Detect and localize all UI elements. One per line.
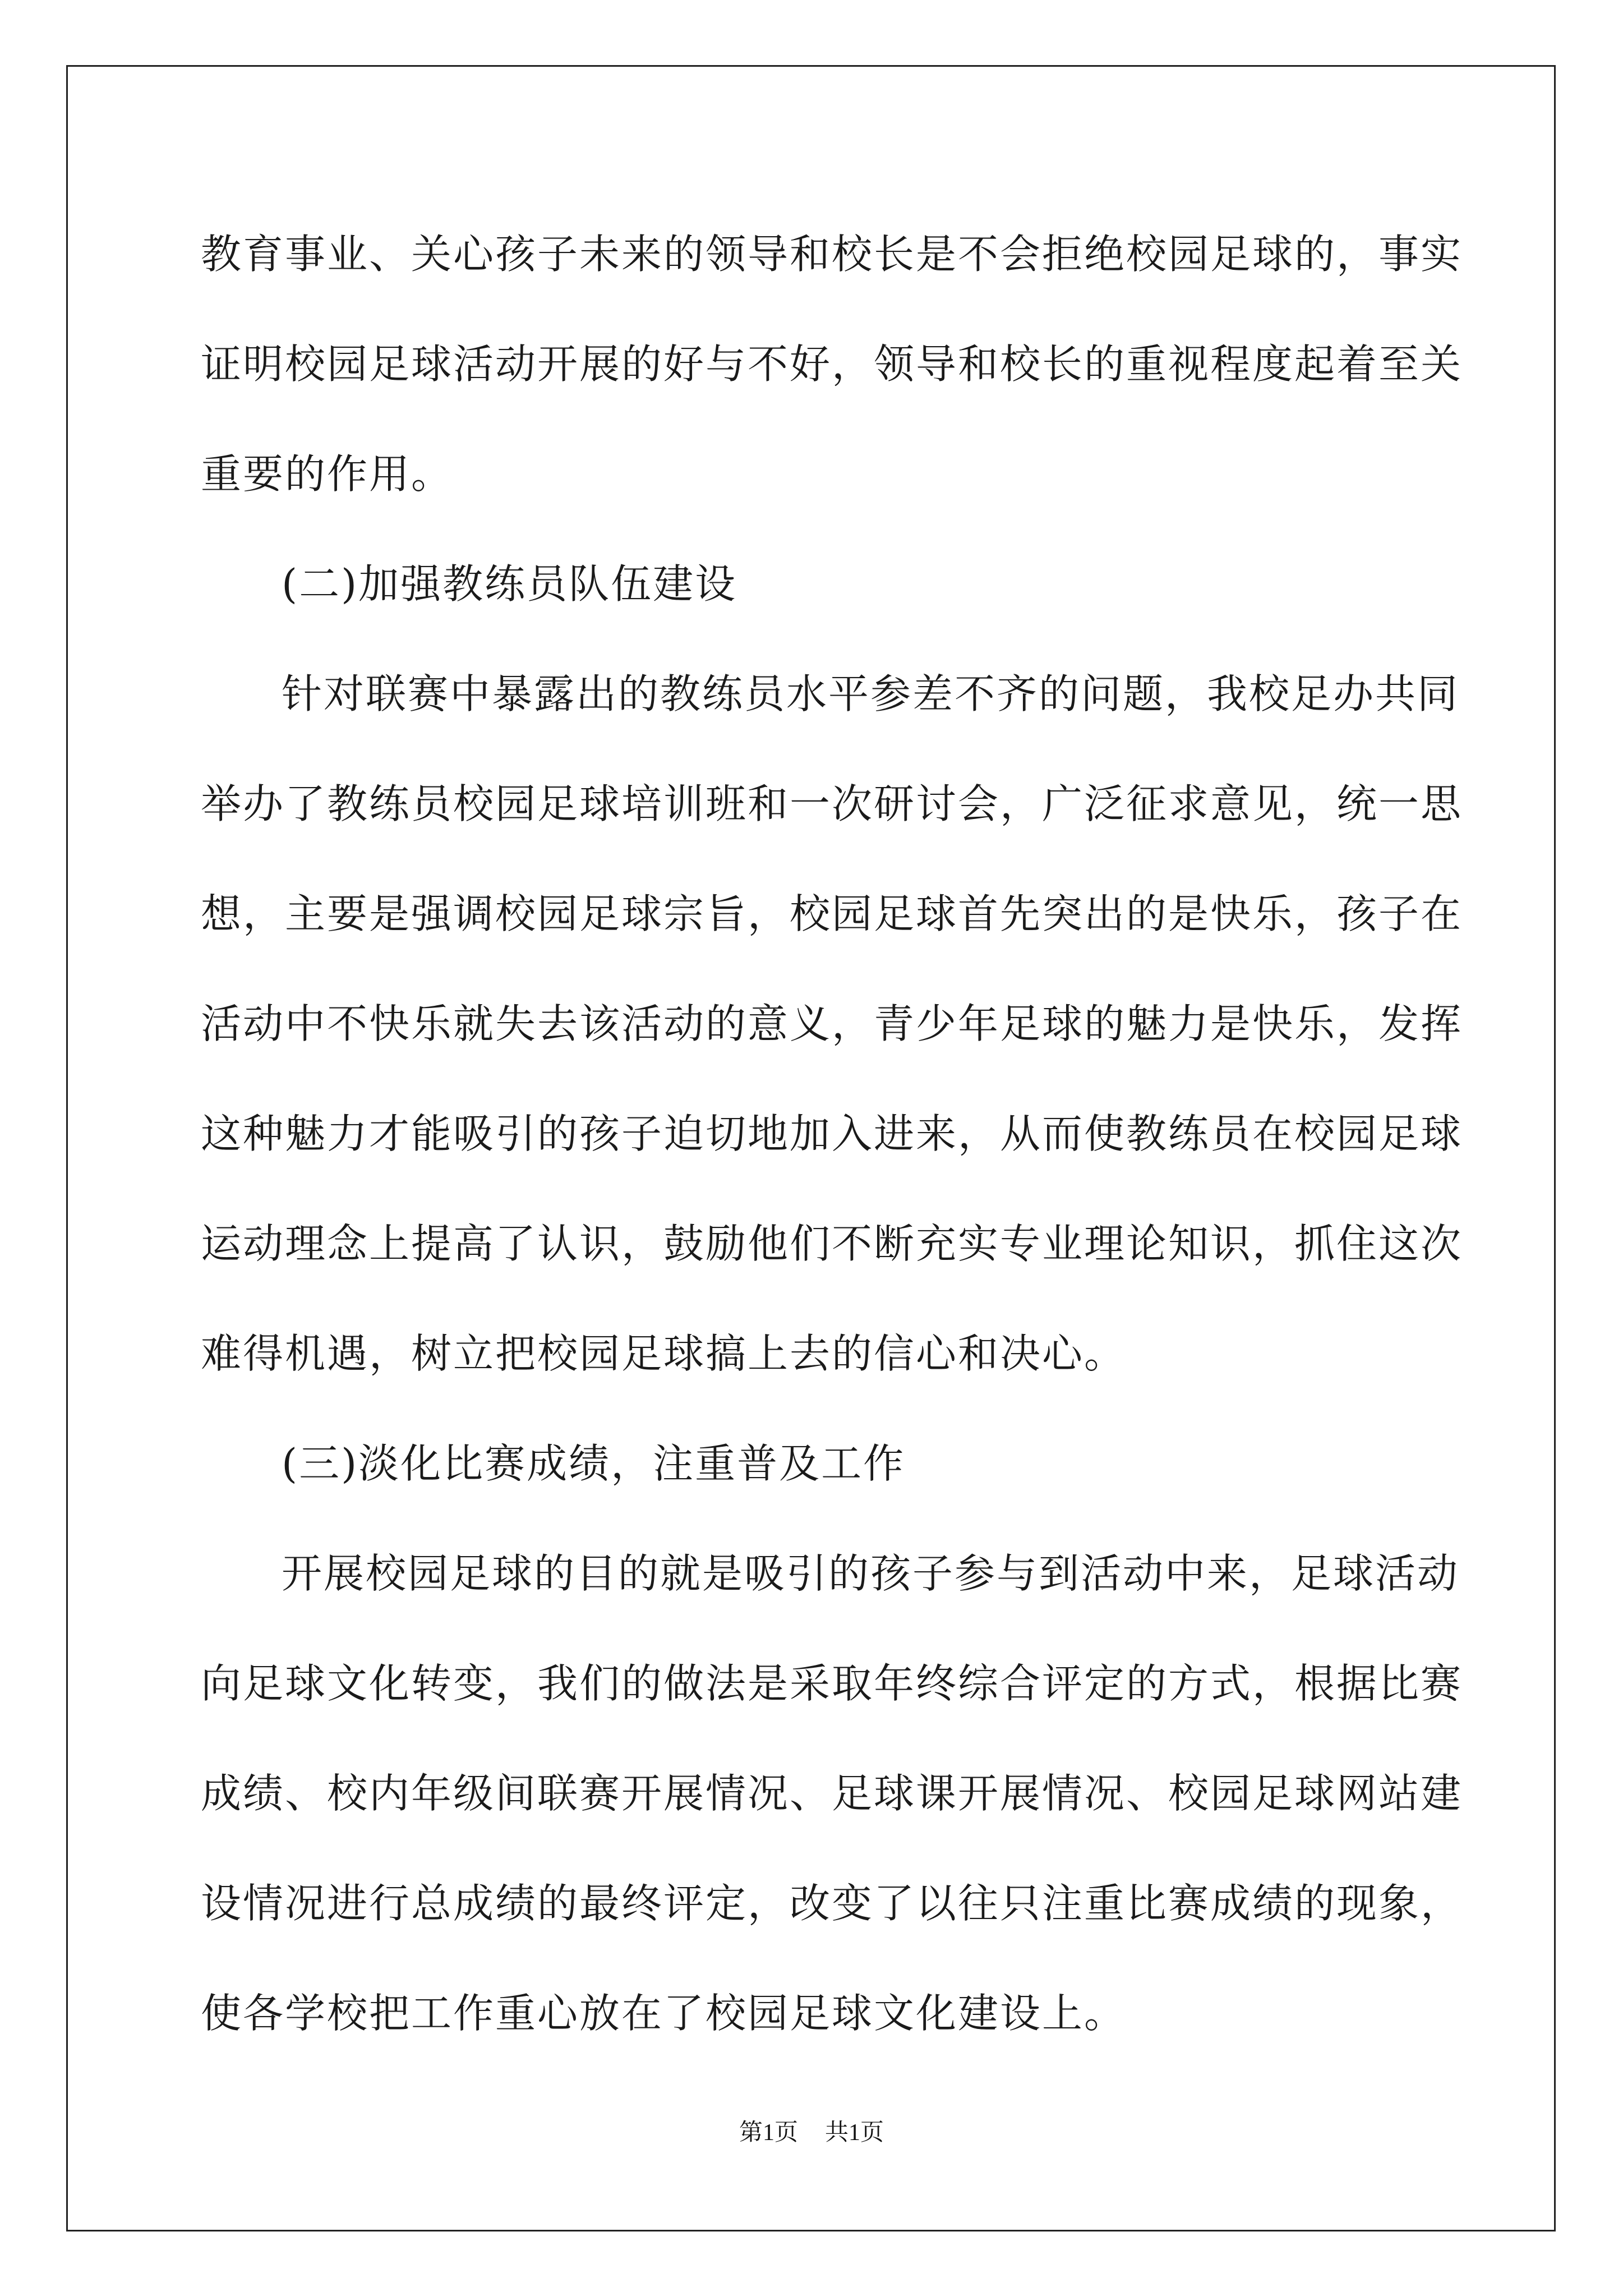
page-total: 共1页 [825, 2120, 884, 2146]
paragraph-line: 这种魅力才能吸引的孩子迫切地加入进来，从而使教练员在校园足球 [201, 1110, 1463, 1157]
page-number: 第1页 [739, 2120, 798, 2146]
page-footer [0, 2116, 1623, 2150]
paragraph-line: 证明校园足球活动开展的好与不好，领导和校长的重视程度起着至关 [201, 341, 1463, 388]
section-heading: (二)加强教练员队伍建设 [282, 560, 737, 608]
section-heading: (三)淡化比赛成绩，注重普及工作 [282, 1440, 906, 1487]
document-body [201, 199, 1463, 2068]
paragraph-line: 开展校园足球的目的就是吸引的孩子参与到活动中来，足球活动 [282, 1550, 1460, 1597]
paragraph-line: 成绩、校内年级间联赛开展情况、足球课开展情况、校园足球网站建 [201, 1770, 1463, 1817]
paragraph-line: 举办了教练员校园足球培训班和一次研讨会，广泛征求意见，统一思 [201, 780, 1463, 827]
paragraph-line: 难得机遇，树立把校园足球搞上去的信心和决心。 [201, 1330, 1127, 1377]
paragraph-line: 想，主要是强调校园足球宗旨，校园足球首先突出的是快乐，孩子在 [201, 890, 1463, 937]
paragraph-line: 活动中不快乐就失去该活动的意义，青少年足球的魅力是快乐，发挥 [201, 1000, 1463, 1047]
paragraph-line: 教育事业、关心孩子未来的领导和校长是不会拒绝校园足球的，事实 [201, 231, 1463, 278]
paragraph-line: 使各学校把工作重心放在了校园足球文化建设上。 [201, 1990, 1127, 2037]
paragraph-line: 针对联赛中暴露出的教练员水平参差不齐的问题，我校足办共同 [282, 670, 1460, 717]
paragraph-line: 重要的作用。 [201, 450, 454, 498]
paragraph-line: 运动理念上提高了认识，鼓励他们不断充实专业理论知识，抓住这次 [201, 1220, 1463, 1267]
paragraph-line: 向足球文化转变，我们的做法是采取年终综合评定的方式，根据比赛 [201, 1660, 1463, 1707]
paragraph-line: 设情况进行总成绩的最终评定，改变了以往只注重比赛成绩的现象， [201, 1880, 1463, 1927]
